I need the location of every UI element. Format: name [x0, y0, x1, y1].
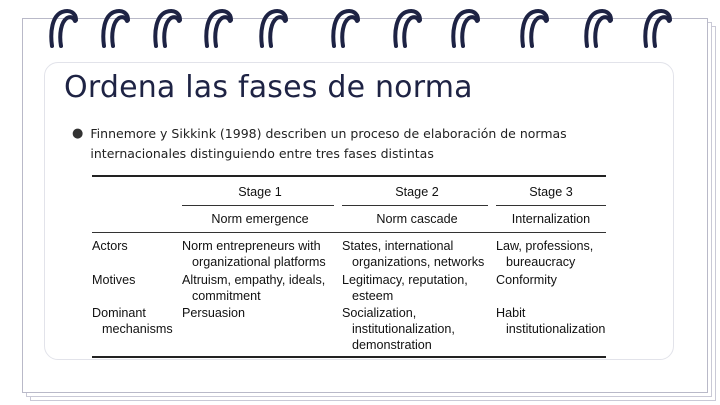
- table-cell: Altruism, empathy, ideals,: [182, 273, 326, 287]
- table-cell: institutionalization,: [352, 322, 455, 336]
- bullet-item: [72, 124, 632, 164]
- spiral-ring-icon: [392, 8, 424, 48]
- table-cell: bureaucracy: [506, 255, 576, 269]
- table-top-rule: [92, 175, 606, 177]
- spiral-ring-icon: [519, 8, 551, 48]
- row-label: Motives: [92, 273, 136, 287]
- table-cell: Persuasion: [182, 306, 246, 320]
- spiral-ring-icon: [450, 8, 482, 48]
- table-cell: commitment: [192, 289, 261, 303]
- table-cell: institutionalization: [506, 322, 606, 336]
- spiral-ring-icon: [583, 8, 615, 48]
- table-bottom-rule: [92, 356, 606, 358]
- table-cell: Conformity: [496, 273, 557, 287]
- table-cell: Law, professions,: [496, 239, 594, 253]
- table-cell: organizations, networks: [352, 255, 485, 269]
- header-rule: [182, 205, 334, 206]
- phase-header: Norm emergence: [211, 212, 309, 226]
- table-cell: Habit: [496, 306, 526, 320]
- table-cell: Legitimacy, reputation,: [342, 273, 468, 287]
- table-cell: esteem: [352, 289, 394, 303]
- slide-title: Ordena las fases de norma: [64, 70, 473, 105]
- header-rule: [342, 205, 488, 206]
- header-rule: [496, 205, 606, 206]
- stage-header: Stage 3: [529, 185, 573, 199]
- spiral-ring-icon: [642, 8, 674, 48]
- row-label: mechanisms: [102, 322, 173, 336]
- phase-header: Internalization: [511, 212, 591, 226]
- stage-header: Stage 1: [238, 185, 282, 199]
- table-cell: Norm entrepreneurs with: [182, 239, 321, 253]
- spiral-binding: [0, 8, 720, 52]
- stage-header: Stage 2: [395, 185, 439, 199]
- row-label: Dominant: [92, 306, 146, 320]
- spiral-ring-icon: [152, 8, 184, 48]
- table-cell: organizational platforms: [192, 255, 326, 269]
- bullet-dot-icon: ●: [72, 126, 84, 141]
- table-cell: States, international: [342, 239, 454, 253]
- spiral-ring-icon: [100, 8, 132, 48]
- row-label: Actors: [92, 239, 128, 253]
- table-cell: Socialization,: [342, 306, 417, 320]
- table-cell: demonstration: [352, 338, 432, 352]
- spiral-ring-icon: [203, 8, 235, 48]
- spiral-ring-icon: [48, 8, 80, 48]
- spiral-ring-icon: [258, 8, 290, 48]
- spiral-ring-icon: [330, 8, 362, 48]
- bullet-text: Finnemore y Sikkink (1998) describen un proceso de elaboración de normas internacionales distinguiendo entre tres fases distintas: [90, 126, 567, 161]
- header-bottom-rule: [92, 232, 606, 233]
- phase-header: Norm cascade: [376, 212, 458, 226]
